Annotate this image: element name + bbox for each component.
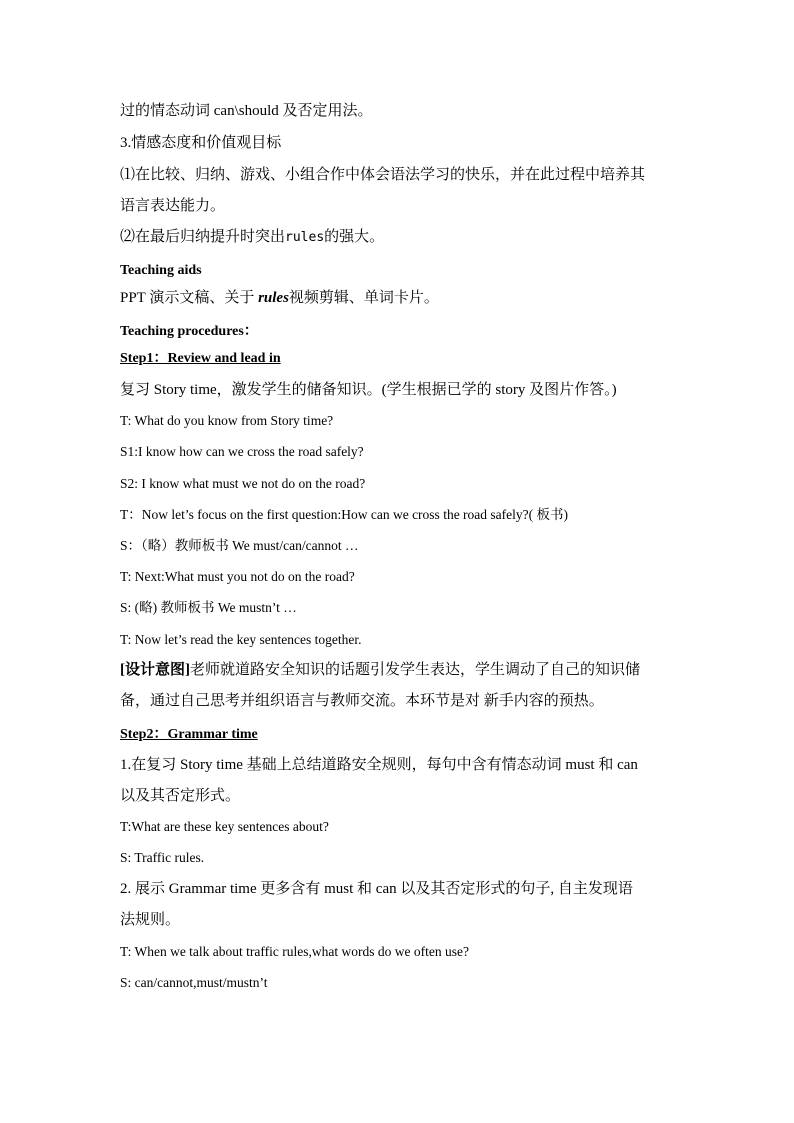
step2-heading: Step2：Grammar time — [120, 727, 258, 742]
step2-item-1-line-2: 以及其否定形式。 — [120, 788, 241, 804]
goal-1-line-2: 语言表达能力。 — [120, 198, 226, 214]
dialog-line: S：（略）教师板书 We must/can/cannot … — [120, 538, 359, 553]
dialog-line: T: What do you know from Story time? — [120, 413, 334, 428]
dialog-line: S2: I know what must we not do on the road? — [120, 476, 366, 491]
goal-2-rules-word: rules — [285, 230, 325, 245]
aids-suffix: 视频剪辑、单词卡片。 — [288, 290, 439, 306]
design-intent-line-1 — [120, 660, 680, 680]
objective-continuation: 过的情态动词 can\should 及否定用法。 — [120, 103, 373, 119]
goal-2 — [120, 227, 680, 248]
goal-2-prefix: ⑵在最后归纳提升时突出 — [120, 229, 286, 245]
dialog-line: S1:I know how can we cross the road safely? — [120, 444, 364, 459]
dialog-line: S: (略) 教师板书 We mustn’t … — [120, 600, 297, 615]
dialog-line: S: Traffic rules. — [120, 850, 205, 865]
teaching-aids-text — [120, 288, 680, 308]
step1-intro: 复习 Story time，激发学生的储备知识。(学生根据已学的 story 及图片作答。) — [120, 382, 617, 398]
affective-goal-heading: 3.情感态度和价值观目标 — [120, 135, 282, 151]
teaching-aids-heading: Teaching aids — [120, 263, 202, 278]
dialog-line: T: When we talk about traffic rules,what words do we often use? — [120, 944, 469, 959]
aids-prefix: PPT 演示文稿、关于 — [120, 290, 259, 306]
dialog-line: S: can/cannot,must/mustn’t — [120, 975, 268, 990]
step2-item-2-line-2: 法规则。 — [120, 912, 181, 928]
step2-item-1-line-1: 1.在复习 Story time 基础上总结道路安全规则，每句中含有情态动词 must 和 can — [120, 757, 638, 773]
design-intent-line-2: 备，通过自己思考并组织语言与教师交流。本环节是对 新手内容的预热。 — [120, 693, 604, 709]
step1-heading: Step1：Review and lead in — [120, 351, 281, 366]
design-intent-label: [设计意图] — [120, 662, 190, 678]
goal-2-suffix: 的强大。 — [324, 229, 385, 245]
dialog-line: T: Next:What must you not do on the road? — [120, 569, 355, 584]
dialog-line: T：Now let’s focus on the first question:How can we cross the road safely?( 板书) — [120, 507, 569, 522]
teaching-procedures-heading: Teaching procedures： — [120, 324, 258, 339]
goal-1-line-1: ⑴在比较、归纳、游戏、小组合作中体会语法学习的快乐，并在此过程中培养其 — [120, 167, 646, 183]
design-intent-text: 老师就道路安全知识的话题引发学生表达，学生调动了自己的知识储 — [190, 662, 641, 678]
step2-item-2-line-1: 2. 展示 Grammar time 更多含有 must 和 can 以及其否定形式的句子, 自主发现语 — [120, 881, 633, 897]
dialog-line: T: Now let’s read the key sentences together. — [120, 632, 362, 647]
aids-rules-word: rules — [258, 290, 289, 306]
dialog-line: T:What are these key sentences about? — [120, 819, 329, 834]
